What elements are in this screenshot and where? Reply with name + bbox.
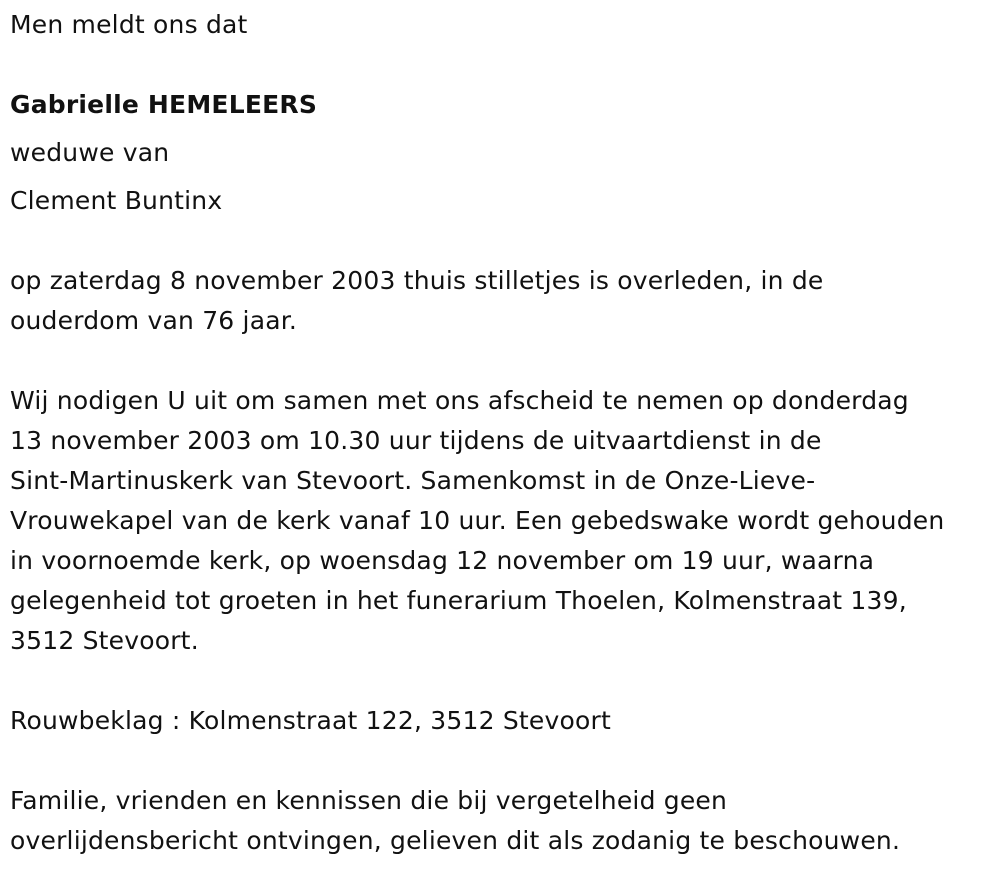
spouse-name: Clement Buntinx [10,186,223,215]
deceased-name: Gabrielle HEMELEERS [10,90,318,119]
death-line: ouderdom van 76 jaar. [10,306,298,335]
intro-text: Men meldt ons dat [10,10,248,39]
invitation-line: 3512 Stevoort. [10,626,199,655]
invitation-line: Vrouwekapel van de kerk vanaf 10 uur. Een gebedswake wordt gehouden [10,506,945,535]
condolence-address: Rouwbeklag : Kolmenstraat 122, 3512 Stevoort [10,706,611,735]
invitation-line: Sint-Martinuskerk van Stevoort. Samenkomst in de Onze-Lieve- [10,466,816,495]
death-line: op zaterdag 8 november 2003 thuis stilletjes is overleden, in de [10,266,824,295]
relation-text: weduwe van [10,138,170,167]
closing-line: overlijdensbericht ontvingen, gelieven dit als zodanig te beschouwen. [10,826,901,855]
closing-line: Familie, vrienden en kennissen die bij vergetelheid geen [10,786,728,815]
invitation-line: Wij nodigen U uit om samen met ons afscheid te nemen op donderdag [10,386,909,415]
invitation-line: gelegenheid tot groeten in het funerarium Thoelen, Kolmenstraat 139, [10,586,907,615]
invitation-line: 13 november 2003 om 10.30 uur tijdens de uitvaartdienst in de [10,426,822,455]
invitation-line: in voornoemde kerk, op woensdag 12 november om 19 uur, waarna [10,546,875,575]
